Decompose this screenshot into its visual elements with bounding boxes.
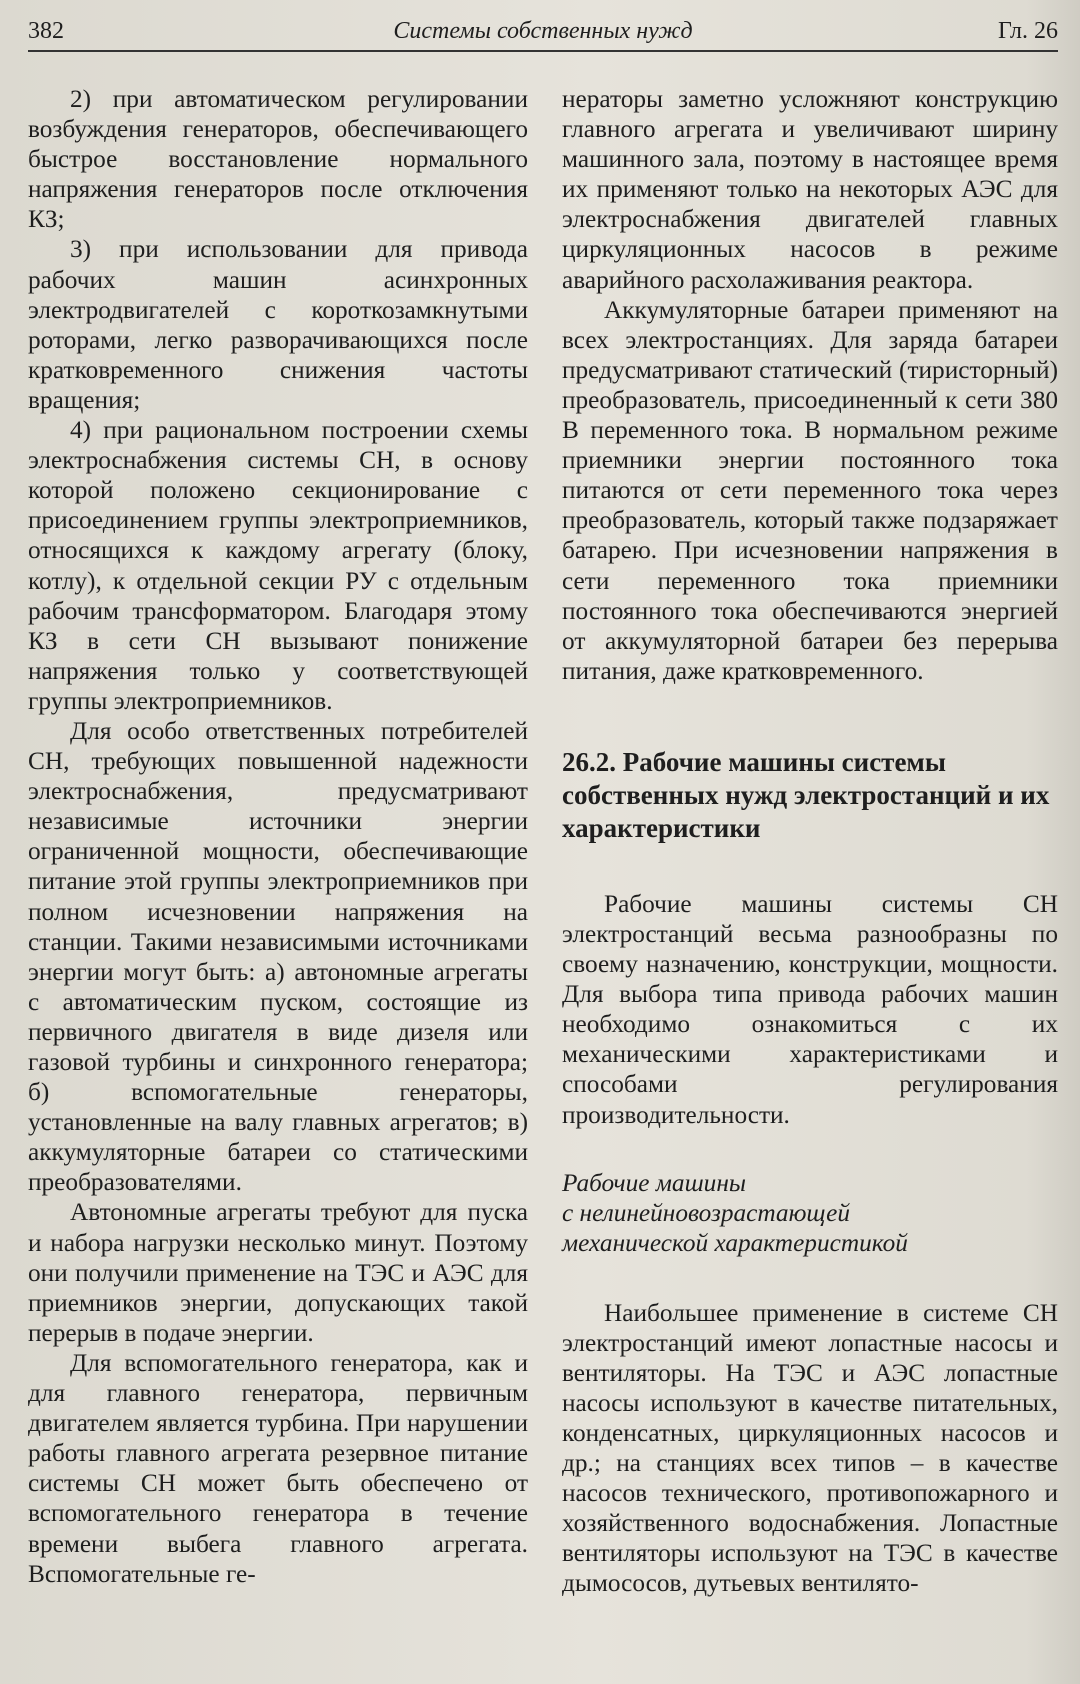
paragraph-pumps-fans: Наибольшее применение в системе СН электростанций имеют лопастные насосы и вентиляторы. На ТЭС и АЭС лопастные насосы используют в качестве питательных, конденсатных, циркуляционных насосов и др.; на станциях всех типов – в качестве насосов технического, противопожарного и хозяйственного водоснабжения. Лопастные вентиляторы используют на ТЭС в качестве дымососов, дутьевых вентилято- <box>562 1298 1058 1598</box>
subheading-line: механической характеристикой <box>562 1228 908 1257</box>
subheading-line: Рабочие машины <box>562 1168 747 1197</box>
page-number: 382 <box>28 18 64 44</box>
chapter-label: Гл. 26 <box>997 18 1058 44</box>
page-header <box>28 18 1058 52</box>
list-item-2: 2) при автоматическом регулировании возбуждения генераторов, обеспечивающего быстрое восстановление нормального напряжения генераторов после отключения КЗ; <box>28 85 528 234</box>
right-column <box>562 84 1058 1599</box>
paragraph-working-machines: Рабочие машины системы СН электростанций весьма разнообразны по своему назначению, конструкции, мощности. Для выбора типа привода рабочих машин необходимо ознакомиться с их механическими характеристиками и способами регулирования производительности. <box>562 889 1058 1129</box>
list-item-4: 4) при рациональном построении схемы электроснабжения системы СН, в основу которой положено секционирование с присоединением группы электроприемников, относящихся к каждому агрегату (блоку, котлу), к отдельной секции РУ с отдельным рабочим трансформатором. Благодаря этому КЗ в сети СН вызывают понижение напряжения только у соответствующей группы электроприемников. <box>28 416 528 715</box>
list-item-3: 3) при использовании для привода рабочих машин асинхронных электродвигателей с короткозамкнутыми роторами, легко разворачивающихся после кратковременного снижения частоты вращения; <box>28 235 528 414</box>
paragraph-autonomous-units: Автономные агрегаты требуют для пуска и набора нагрузки несколько минут. Поэтому они получили применение на ТЭС и АЭС для приемников энергии, допускающих такой перерыв в подаче энергии. <box>28 1198 528 1347</box>
paragraph-continuation: нераторы заметно усложняют конструкцию главного агрегата и увеличивают ширину машинного зала, поэтому в настоящее время их применяют только на некоторых АЭС для электроснабжения двигателей главных циркуляционных насосов в режиме аварийного расхолаживания реактора. <box>562 85 1058 294</box>
paragraph-auxiliary-generator: Для вспомогательного генератора, как и для главного генератора, первичным двигателем является турбина. При нарушении работы главного агрегата резервное питание системы СН может быть обеспечено от вспомогательного генератора в течение времени выбега главного агрегата. Вспомогательные ге- <box>28 1348 528 1588</box>
paragraph-batteries: Аккумуляторные батареи применяют на всех электростанциях. Для заряда батареи предусматривают статический (тиристорный) преобразователь, присоединенный к сети 380 В переменного тока. В нормальном режиме приемники энергии постоянного тока питаются от сети переменного тока через преобразователь, который также подзаряжает батарею. При исчезновении напряжения в сети переменного тока приемники постоянного тока обеспечиваются энергией от аккумуляторной батареи без перерыва питания, даже кратковременного. <box>562 295 1058 685</box>
paragraph-independent-sources: Для особо ответственных потребителей СН, требующих повышенной надежности электроснабжения, предусматривают независимые источники энергии ограниченной мощности, обеспечивающие питание этой группы электроприемников при полном исчезновении напряжения на станции. Такими независимыми источниками энергии могут быть: а) автономные агрегаты с автоматическим пуском, состоящие из первичного двигателя в виде дизеля или газовой турбины и синхронного генератора; б) вспомогательные генераторы, установленные на валу главных агрегатов; в) аккумуляторные батареи со статическими преобразователями. <box>28 716 528 1197</box>
running-title: Системы собственных нужд <box>393 18 693 44</box>
subheading-line: с нелинейновозрастающей <box>562 1198 851 1227</box>
subheading <box>562 1168 1058 1258</box>
left-column <box>28 84 528 1589</box>
section-title: 26.2. Рабочие машины системы собственных нужд электростанций и их характеристики <box>562 746 1050 843</box>
